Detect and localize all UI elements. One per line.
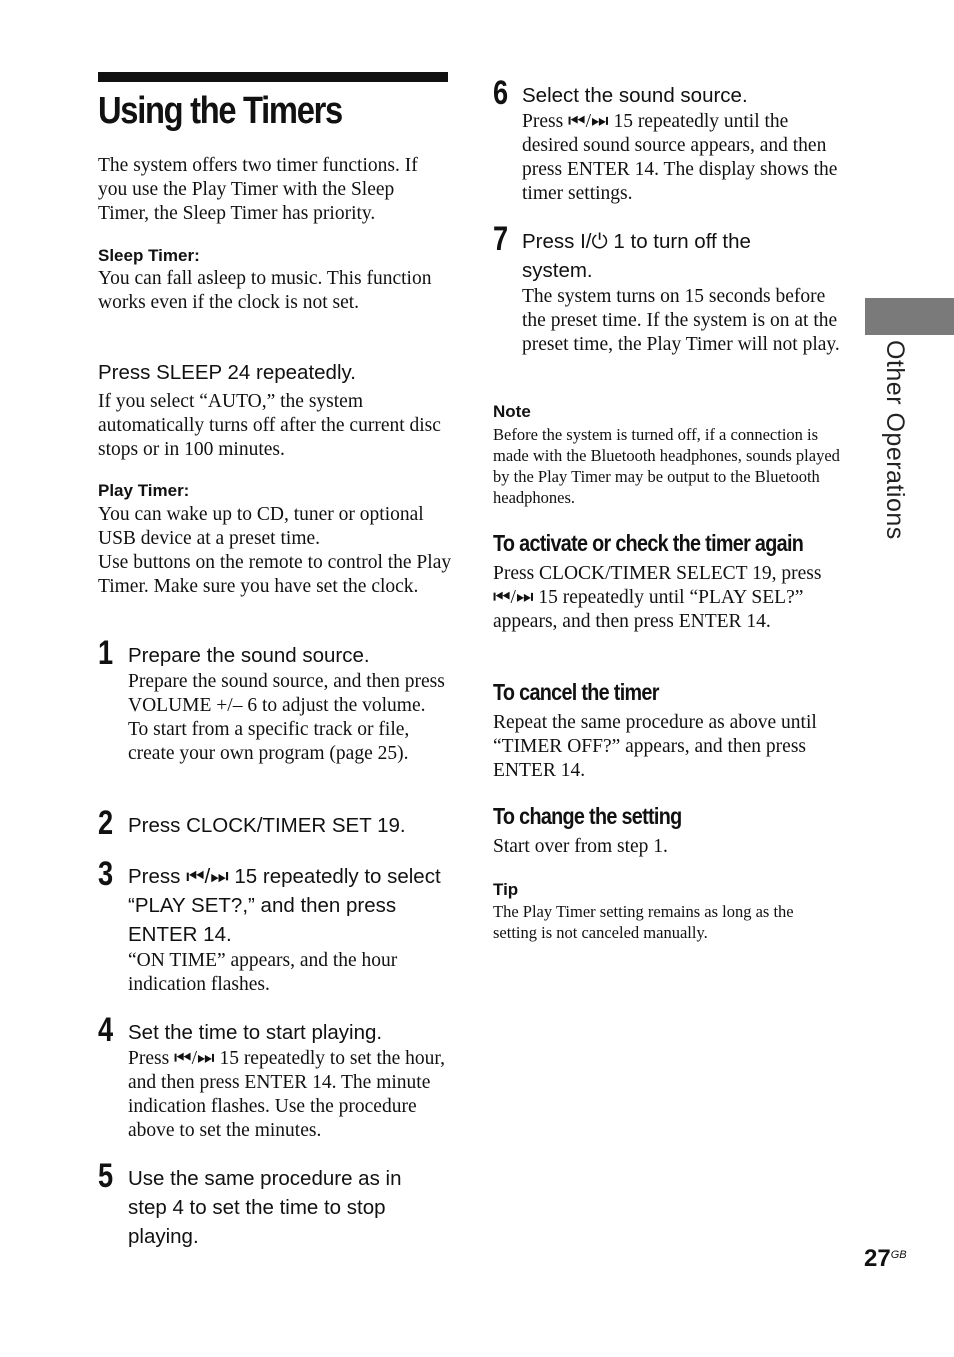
step-5-number: 5 [98, 1157, 114, 1195]
sleep-timer-action: Press SLEEP 24 repeatedly. [98, 361, 356, 384]
step-5-action: Use the same procedure as in step 4 to set the time to stop playing. [128, 1167, 402, 1248]
step-5 [128, 1164, 438, 1251]
step-1-action: Prepare the sound source. [128, 644, 370, 667]
page-number-value: 27 [864, 1245, 891, 1272]
step-6-number: 6 [493, 74, 509, 112]
page-title: Using the Timers [98, 90, 342, 132]
section-heading-cancel: To cancel the timer [493, 679, 659, 705]
step-3-detail: “ON TIME” appears, and the hour indication flashes. [128, 950, 398, 995]
step-6 [522, 81, 847, 206]
side-tab-marker [865, 298, 954, 335]
step-3 [128, 862, 448, 997]
sleep-timer-note: If you select “AUTO,” the system automatically turns off after the current disc stops or in 100 minutes. [98, 391, 441, 460]
page-number [864, 1245, 907, 1273]
section-text-change: Start over from step 1. [493, 836, 668, 857]
step-4-number: 4 [98, 1011, 114, 1049]
title-rule [98, 72, 448, 82]
section-text-cancel: Repeat the same procedure as above until “TIMER OFF?” appears, and then press ENTER 14. [493, 712, 817, 781]
step-2-action: Press CLOCK/TIMER SET 19. [128, 814, 406, 837]
sleep-timer-desc: You can fall asleep to music. This function works even if the clock is not set. [98, 268, 432, 313]
play-timer-desc-2: Use buttons on the remote to control the Play Timer. Make sure you have set the clock. [98, 552, 452, 597]
step-4 [128, 1018, 450, 1143]
sleep-timer-label: Sleep Timer: [98, 246, 200, 265]
note-text: Before the system is turned off, if a connection is made with the Bluetooth headphones, sounds played by the Play Timer may be output to the Bluetooth headphones. [493, 425, 840, 507]
step-1-detail-1: Prepare the sound source, and then press VOLUME +/– 6 to adjust the volume. [128, 671, 445, 716]
step-6-action: Select the sound source. [522, 84, 748, 107]
step-3-number: 3 [98, 855, 114, 893]
step-7 [522, 227, 847, 357]
note-label: Note [493, 402, 531, 421]
step-1-detail-2: To start from a specific track or file, create your own program (page 25). [128, 719, 410, 764]
step-4-detail: Press ⏮/⏭ 15 repeatedly to set the hour, and then press ENTER 14. The minute indication flashes. Use the procedure above to set the minutes. [128, 1048, 446, 1141]
step-7-detail: The system turns on 15 seconds before the preset time. If the system is on at the preset time, the Play Timer will not play. [522, 286, 840, 355]
tip-label: Tip [493, 880, 519, 899]
step-1 [128, 641, 448, 766]
play-timer-desc-1: You can wake up to CD, tuner or optional USB device at a preset time. [98, 504, 424, 549]
step-7-action: Press I/⏻ 1 to turn off the system. [522, 230, 751, 282]
side-tab-label: Other Operations [881, 340, 909, 540]
section-heading-change: To change the setting [493, 803, 682, 829]
tip-text: The Play Timer setting remains as long as the setting is not canceled manually. [493, 902, 794, 942]
step-1-number: 1 [98, 634, 114, 672]
step-7-number: 7 [493, 220, 509, 258]
page-number-suffix: GB [890, 1249, 907, 1261]
intro-text: The system offers two timer functions. If you use the Play Timer with the Sleep Timer, the Sleep Timer has priority. [98, 155, 418, 224]
step-3-action: Press ⏮/⏭ 15 repeatedly to select “PLAY SET?,” and then press ENTER 14. [128, 865, 441, 946]
step-2 [128, 811, 448, 840]
step-2-number: 2 [98, 804, 114, 842]
step-4-action: Set the time to start playing. [128, 1021, 383, 1044]
section-text-activate: Press CLOCK/TIMER SELECT 19, press ⏮/⏭ 15 repeatedly until “PLAY SEL?” appears, and then press ENTER 14. [493, 563, 822, 632]
play-timer-label: Play Timer: [98, 481, 190, 500]
section-heading-activate: To activate or check the timer again [493, 530, 804, 556]
step-6-detail: Press ⏮/⏭ 15 repeatedly until the desired sound source appears, and then press ENTER 14. The display shows the timer settings. [522, 111, 838, 204]
